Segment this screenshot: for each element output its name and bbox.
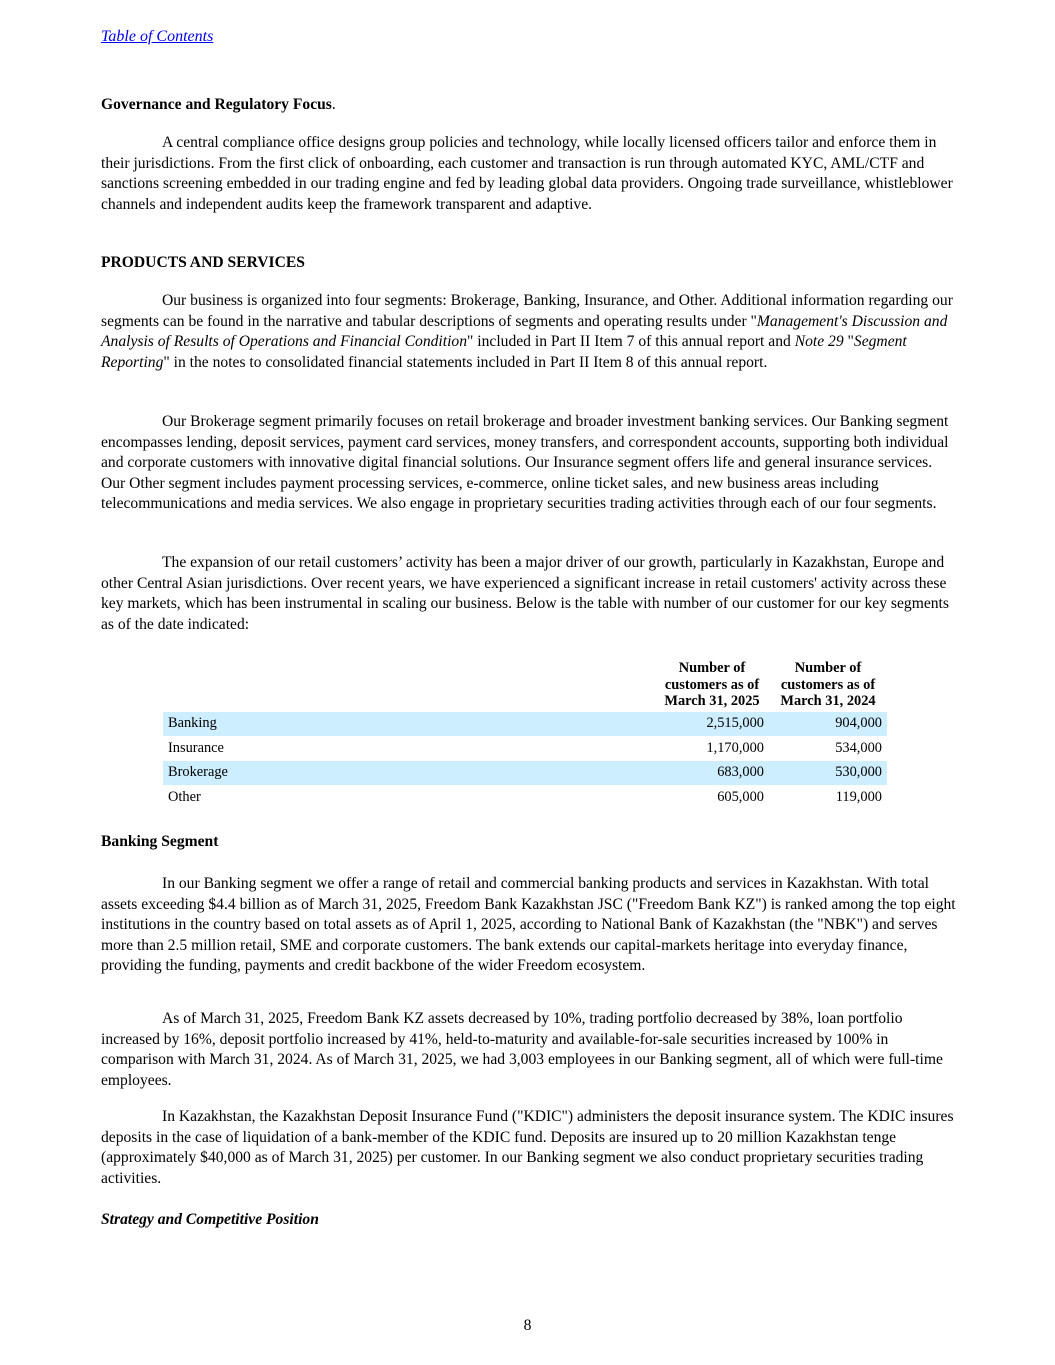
customers-2024: 534,000 (835, 739, 882, 756)
products-paragraph-3: The expansion of our retail customers’ activity has been a major driver of our growth, particularly in Kazakhstan, Europe and other Central Asian jurisdictions. Over recent years, we have experienced a significant increase in retail customers' activity across these key markets, which has been instrumental in scaling our business. Below is the table with number of our customer for our key segments as of the date indicated: (101, 554, 949, 633)
banking-paragraph-2: As of March 31, 2025, Freedom Bank KZ assets decreased by 10%, trading portfolio decreased by 38%, loan portfolio increased by 16%, deposit portfolio increased by 41%, held-to-maturity and available-for-sale securities increased by 100% in comparison with March 31, 2024. As of March 31, 2025, we had 3,003 employees in our Banking segment, all of which were full-time employees. (101, 1010, 943, 1089)
table-of-contents-link[interactable]: Table of Contents (101, 28, 214, 45)
page-number: 8 (523, 1317, 532, 1334)
table-row (163, 712, 887, 737)
table-header-mar-2025: Number of customers as of March 31, 2025 (664, 660, 760, 709)
table-row (163, 785, 887, 810)
customers-2025: 1,170,000 (706, 739, 764, 756)
governance-paragraph-block (101, 133, 957, 215)
banking-paragraph-2-block (101, 1009, 957, 1091)
table-row (163, 761, 887, 786)
table-header-mar-2024: Number of customers as of March 31, 2024 (780, 660, 876, 709)
banking-paragraph-1-block (101, 874, 957, 977)
customer-count-table (163, 660, 887, 810)
products-services-heading: PRODUCTS AND SERVICES (101, 254, 305, 271)
segment-name: Other (168, 788, 201, 805)
table-row (163, 736, 887, 761)
products-paragraph-2: Our Brokerage segment primarily focuses on retail brokerage and broader investment banking services. Our Banking segment encompasses lending, deposit services, payment card services, money transfers, and correspondent accounts, supporting both individual and corporate customers with innovative digital financial solutions. Our Insurance segment offers life and general insurance services. Our Other segment includes payment processing services, e-commerce, online ticket sales, and new business areas including telecommunications and media services. We also engage in proprietary securities trading activities through each of our four segments. (101, 413, 949, 513)
segment-name: Insurance (168, 739, 224, 756)
banking-paragraph-1: In our Banking segment we offer a range of retail and commercial banking products and services in Kazakhstan. With total assets exceeding $4.4 billion as of March 31, 2025, Freedom Bank Kazakhstan JSC ("Freedom Bank KZ") is ranked among the top eight institutions in the country based on total assets as of April 1, 2025, according to National Bank of Kazakhstan (the "NBK") and serves more than 2.5 million retail, SME and corporate customers. The bank extends our capital-markets heritage into everyday finance, providing the funding, payments and credit backbone of the wider Freedom ecosystem. (101, 875, 956, 975)
mdna-reference: Management's Discussion and Analysis of Results of Operations and Financial Condition (101, 312, 948, 351)
customers-2024: 530,000 (769, 761, 887, 786)
segment-reporting-reference: Segment Reporting (101, 333, 907, 371)
customers-2025: 683,000 (655, 761, 769, 786)
banking-segment-heading: Banking Segment (101, 833, 219, 850)
customers-2024: 904,000 (769, 712, 887, 737)
note-29-reference: Note 29 (794, 333, 844, 351)
products-paragraph-2-block (101, 412, 957, 515)
banking-paragraph-3-block (101, 1107, 957, 1189)
products-paragraph-1-block (101, 291, 957, 373)
governance-paragraph: A central compliance office designs group policies and technology, while locally licensed officers tailor and enforce them in their jurisdictions. From the first click of onboarding, each customer and transaction is run through automated KYC, AML/CTF and sanctions screening embedded in our trading engine and fed by leading global data providers. Ongoing trade surveillance, whistleblower channels and independent audits keep the framework transparent and adaptive. (101, 134, 953, 213)
products-paragraph-1: Our business is organized into four segments: Brokerage, Banking, Insurance, and Other. Additional information regarding our segments can be found in the narrative and tabular descriptions of segments and operating results under "Management's Discussion and Analysis of Results of Operations and Financial Condition" included in Part II Item 7 of this annual report and Note 29 "Segment Reporting" in the notes to consolidated financial statements included in Part II Item 8 of this annual report. (101, 292, 953, 371)
customers-2025: 605,000 (717, 788, 764, 805)
segment-name: Brokerage (163, 761, 655, 786)
governance-heading: Governance and Regulatory Focus. (101, 96, 336, 113)
strategy-heading: Strategy and Competitive Position (101, 1211, 319, 1228)
customers-2025: 2,515,000 (655, 712, 769, 737)
customers-2024: 119,000 (835, 788, 882, 805)
banking-paragraph-3: In Kazakhstan, the Kazakhstan Deposit Insurance Fund ("KDIC") administers the deposit insurance system. The KDIC insures deposits in the case of liquidation of a bank-member of the KDIC fund. Deposits are insured up to 20 million Kazakhstan tenge (approximately $40,000 as of March 31, 2025) per customer. In our Banking segment we also conduct proprietary securities trading activities. (101, 1108, 954, 1187)
table-header-segment (163, 660, 655, 712)
products-paragraph-3-block (101, 553, 957, 635)
table-header-row (163, 660, 887, 712)
segment-name: Banking (163, 712, 655, 737)
